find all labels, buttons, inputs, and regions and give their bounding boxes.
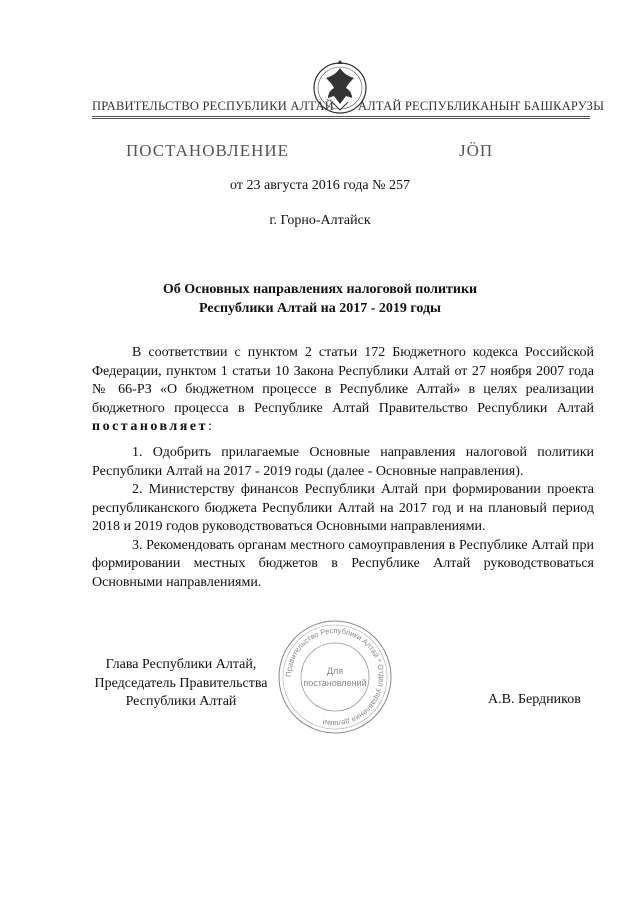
header-rule-thin (92, 118, 590, 119)
header-left-title: ПРАВИТЕЛЬСТВО РЕСПУБЛИКИ АЛТАЙ (92, 99, 334, 113)
stamp-seal (276, 618, 394, 736)
stamp-center-line-1: Для (326, 666, 344, 676)
stamp-center-line-2: постановлений (303, 678, 367, 688)
items-list (92, 444, 594, 592)
preamble (92, 344, 594, 437)
header-rule (92, 116, 590, 117)
list-item: 2. Министерству финансов Республики Алтай при формировании проекта республиканского бюджета Республики Алтай на 2017 год и на плановый период 2018 и 2019 годов руководствоваться Основными направлениями. (92, 482, 594, 534)
list-item: 3. Рекомендовать органам местного самоуправления в Республике Алтай при формировании местных бюджетов в Республике Алтай руководствоваться Основными направлениями. (92, 537, 594, 590)
signature-block (92, 656, 270, 712)
signature-line-1: Глава Республики Алтай, (105, 657, 257, 672)
signature-line-3: Республики Алтай (125, 694, 237, 709)
stamp-ring-text: Правительство Республики Алтай * Отдел управления делами (283, 625, 387, 729)
list-item: 1. Одобрить прилагаемые Основные направления налоговой политики Республики Алтай на 2017 - 2019 годы (далее - Основные направления). (92, 445, 594, 479)
city: г. Горно-Алтайск (269, 213, 371, 228)
signatory-name: А.В. Бердников (488, 692, 581, 707)
doc-type-right: ЈӦП (459, 141, 494, 160)
doc-type-left: ПОСТАНОВЛЕНИЕ (126, 141, 290, 160)
date-line: от 23 августа 2016 года № 257 (230, 178, 410, 193)
preamble-text: В соответствии с пунктом 2 статьи 172 Бюджетного кодекса Российской Федерации, пунктом 1 статьи 10 Закона Республики Алтай от 27 ноября 2007 года № 66-РЗ «О бюджетном процессе в Республике Алтай» в целях реализации бюджетного процесса в Республике Алтай Правительство Республики Алтай (92, 345, 594, 416)
preamble-suffix: : (207, 419, 212, 434)
preamble-emphasis: постановляет (92, 419, 208, 434)
title-line-1: Об Основных направлениях налоговой политики (162, 282, 478, 297)
svg-text:Правительство Республики Алтай (284, 626, 386, 728)
title-line-2: Республики Алтай на 2017 - 2019 годы (199, 301, 441, 316)
signature-line-2: Председатель Правительства (94, 675, 268, 691)
header-right-title: АЛТАЙ РЕСПУБЛИКАНЫҤ БАШКАРУЗЫ (358, 99, 605, 113)
